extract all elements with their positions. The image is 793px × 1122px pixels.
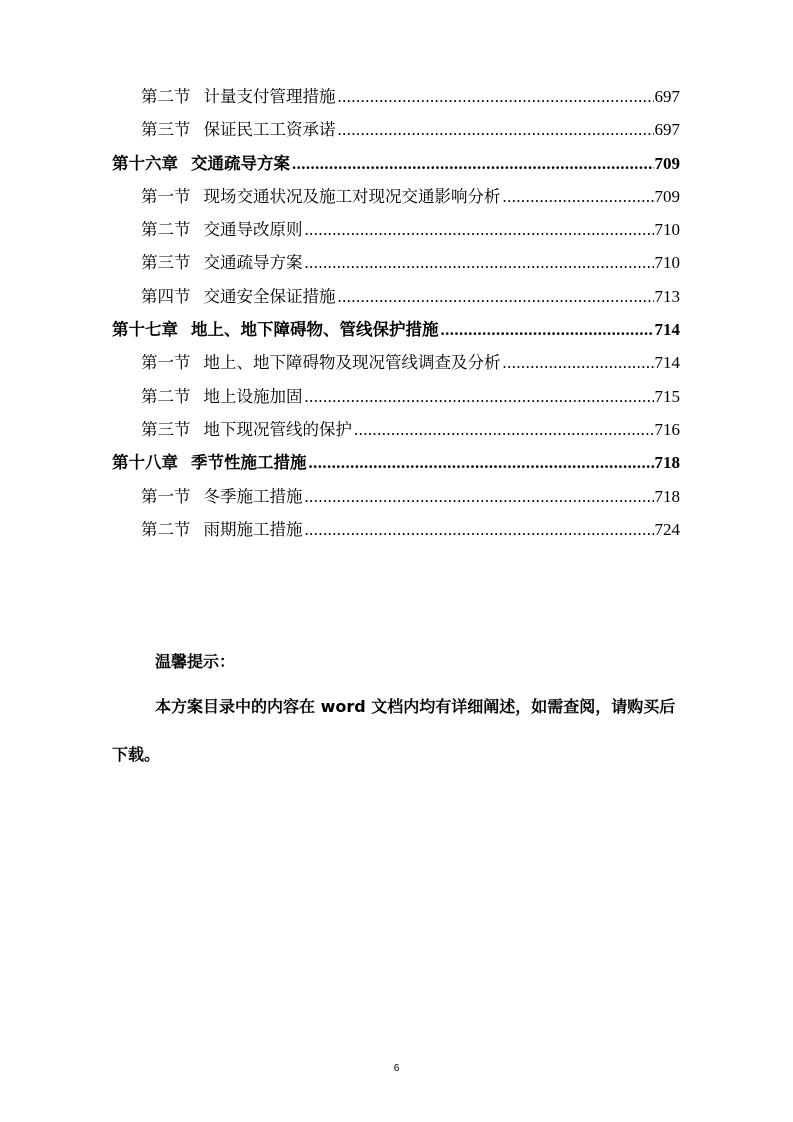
toc-entry[interactable] — [112, 280, 680, 313]
toc-dot-leader — [441, 313, 654, 346]
toc-entry-page: 713 — [654, 286, 680, 306]
toc-entry-title: 计量支付管理措施 — [203, 87, 336, 106]
toc-dot-leader — [338, 80, 654, 113]
toc-entry-page: 714 — [654, 320, 680, 340]
toc-entry-title: 交通导改原则 — [203, 220, 303, 240]
toc-entry-number: 第十七章 — [112, 320, 178, 340]
toc-entry-title: 冬季施工措施 — [203, 486, 303, 506]
toc-entry-number: 第一节 — [141, 353, 191, 373]
toc-entry-title: 交通疏导方案 — [191, 153, 290, 173]
toc-dot-leader — [305, 246, 654, 279]
toc-dot-leader — [305, 380, 654, 413]
toc-entry-number: 第二节 — [141, 519, 191, 539]
toc-entry[interactable] — [112, 413, 680, 446]
toc-chapter-entry[interactable] — [112, 313, 680, 346]
toc-entry-page: 697 — [654, 87, 680, 106]
toc-entry[interactable] — [112, 480, 680, 513]
toc-entry-title: 交通疏导方案 — [203, 253, 303, 273]
toc-entry-number: 第四节 — [141, 286, 191, 306]
toc-entry-title: 雨期施工措施 — [203, 519, 303, 539]
toc-dot-leader — [292, 147, 654, 180]
notice-body: 本方案目录中的内容在 word 文档内均有详细阐述，如需查阅，请购买后下载。 — [112, 697, 676, 764]
toc-entry-title: 季节性施工措施 — [191, 453, 307, 473]
toc-entry-page: 710 — [654, 253, 680, 273]
toc-entry-page: 714 — [654, 353, 680, 373]
toc-dot-leader — [338, 280, 654, 313]
toc-entry-page: 716 — [654, 419, 680, 439]
table-of-contents — [112, 80, 680, 546]
toc-chapter-entry[interactable] — [112, 147, 680, 180]
toc-entry[interactable] — [112, 113, 680, 146]
toc-dot-leader — [305, 480, 654, 513]
page-number: 6 — [393, 1063, 400, 1074]
toc-entry-page: 718 — [654, 453, 680, 473]
toc-dot-leader — [503, 180, 654, 213]
toc-entry-title: 地上、地下障碍物、管线保护措施 — [191, 320, 439, 340]
toc-entry-number: 第三节 — [141, 419, 191, 439]
toc-entry[interactable] — [112, 246, 680, 279]
toc-entry-page: 724 — [654, 519, 680, 539]
toc-entry-title: 交通安全保证措施 — [203, 286, 336, 306]
toc-dot-leader — [503, 346, 654, 379]
toc-entry-title: 保证民工工资承诺 — [203, 120, 336, 140]
toc-entry[interactable] — [112, 80, 680, 113]
toc-entry-number: 第三节 — [141, 253, 191, 273]
toc-entry-number: 第二节 — [141, 220, 191, 240]
toc-entry-page: 710 — [654, 220, 680, 240]
toc-entry-title: 现场交通状况及施工对现况交通影响分析 — [203, 186, 501, 206]
toc-entry-number: 第一节 — [141, 186, 191, 206]
toc-entry-title: 地下现况管线的保护 — [203, 419, 352, 439]
toc-chapter-entry[interactable] — [112, 446, 680, 479]
toc-entry[interactable] — [112, 213, 680, 246]
toc-entry-number: 第十六章 — [112, 153, 178, 173]
toc-entry-number: 第十八章 — [112, 453, 178, 473]
toc-dot-leader — [305, 213, 654, 246]
toc-entry-page: 697 — [654, 120, 680, 140]
toc-dot-leader — [305, 513, 654, 546]
toc-entry[interactable] — [112, 513, 680, 546]
toc-entry[interactable] — [112, 380, 680, 413]
notice-title: 温馨提示： — [155, 652, 236, 671]
toc-entry-number: 第二节 — [141, 87, 191, 106]
toc-entry-page: 709 — [654, 153, 680, 173]
toc-entry-number: 第三节 — [141, 120, 191, 140]
toc-entry[interactable] — [112, 180, 680, 213]
toc-entry-page: 718 — [654, 486, 680, 506]
toc-entry-title: 地上设施加固 — [203, 386, 303, 406]
toc-dot-leader — [338, 113, 654, 146]
toc-entry-number: 第一节 — [141, 486, 191, 506]
toc-entry-page: 709 — [654, 186, 680, 206]
toc-entry-title: 地上、地下障碍物及现况管线调查及分析 — [203, 353, 501, 373]
toc-entry-page: 715 — [654, 386, 680, 406]
toc-dot-leader — [309, 446, 654, 479]
toc-entry[interactable] — [112, 346, 680, 379]
toc-dot-leader — [354, 413, 654, 446]
toc-entry-number: 第二节 — [141, 386, 191, 406]
notice-block — [112, 640, 682, 779]
